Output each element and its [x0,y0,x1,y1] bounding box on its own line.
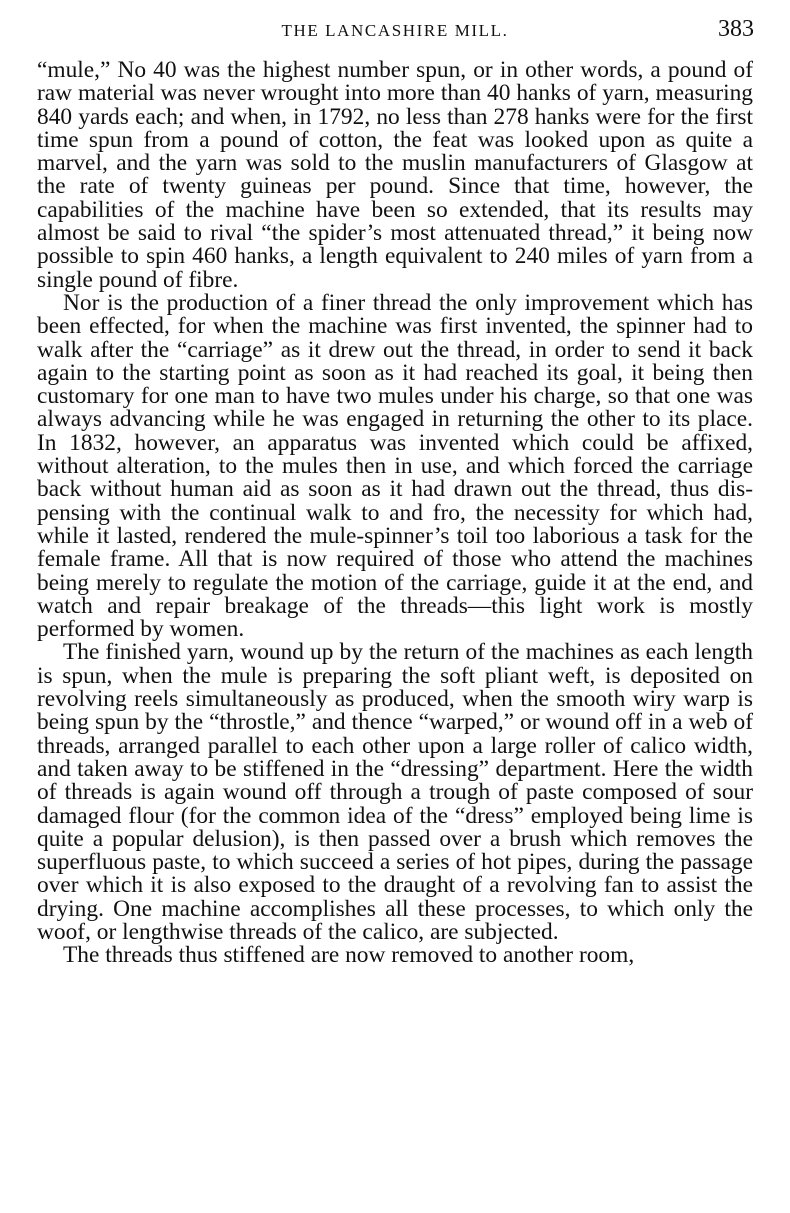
body-text [37,59,753,968]
paragraph: The finished yarn, wound up by the return of the machines as each length is spun, when the mule is preparing the soft pliant weft, is deposited on revolving reels simultaneously as produced, when the smooth wiry warp is being spun by the “throstle,” and thence “warped,” or wound off in a web of threads, arranged parallel to each other upon a large roller of calico width, and taken away to be stiffened in the “dressing” department. Here the width of threads is again wound off through a trough of paste composed of sour damaged flour (for the common idea of the “dress” employed being lime is quite a popular delusion), is then passed over a brush which removes the superfluous paste, to which succeed a series of hot pipes, during the passage over which it is also exposed to the draught of a revolving fan to assist the drying. One machine accomplishes all these processes, to which only the woof, or lengthwise threads of the calico, are subjected. [37,639,753,945]
paragraph: The threads thus stiffened are now removed to another room, [63,942,635,969]
page-number: 383 [718,16,754,42]
running-title: THE LANCASHIRE MILL. [281,21,509,40]
paragraph: Nor is the production of a finer thread the only improvement which has been effected, for when the machine was first invented, the spinner had to walk after the “carriage” as it drew out the thread, in order to send it back again to the starting point as soon as it had reached its goal, it being then customary for one man to have two mules under his charge, so that one was always advancing while he was engaged in returning the other to its place. In 1832, however, an apparatus was invented which could be affixed, without alteration, to the mules then in use, and which forced the carriage back without human aid as soon as it had drawn out the thread, thus dispensing with the continual walk to and fro, the necessity for which had, while it lasted, rendered the mule-spinner’s toil too laborious a task for the female frame. All that is now required of those who attend the machines being merely to regulate the motion of the carriage, guide it at the end, and watch and repair breakage of the threads—this light work is mostly performed by women. [37,289,753,643]
running-head [36,16,754,46]
paragraph-continued: “mule,” No 40 was the highest number spun, or in other words, a pound of raw material was never wrought into more than 40 hanks of yarn, measuring 840 yards each; and when, in 1792, no less than 278 hanks were for the first time spun from a pound of cotton, the feat was looked upon as quite a marvel, and the yarn was sold to the muslin manufacturers of Glasgow at the rate of twenty guineas per pound. Since that time, however, the capabilities of the machine have been so extended, that its results may almost be said to rival “the spider’s most attenuated thread,” it being now possible to spin 460 hanks, a length equivalent to 240 miles of yarn from a single pound of fibre. [37,57,753,293]
